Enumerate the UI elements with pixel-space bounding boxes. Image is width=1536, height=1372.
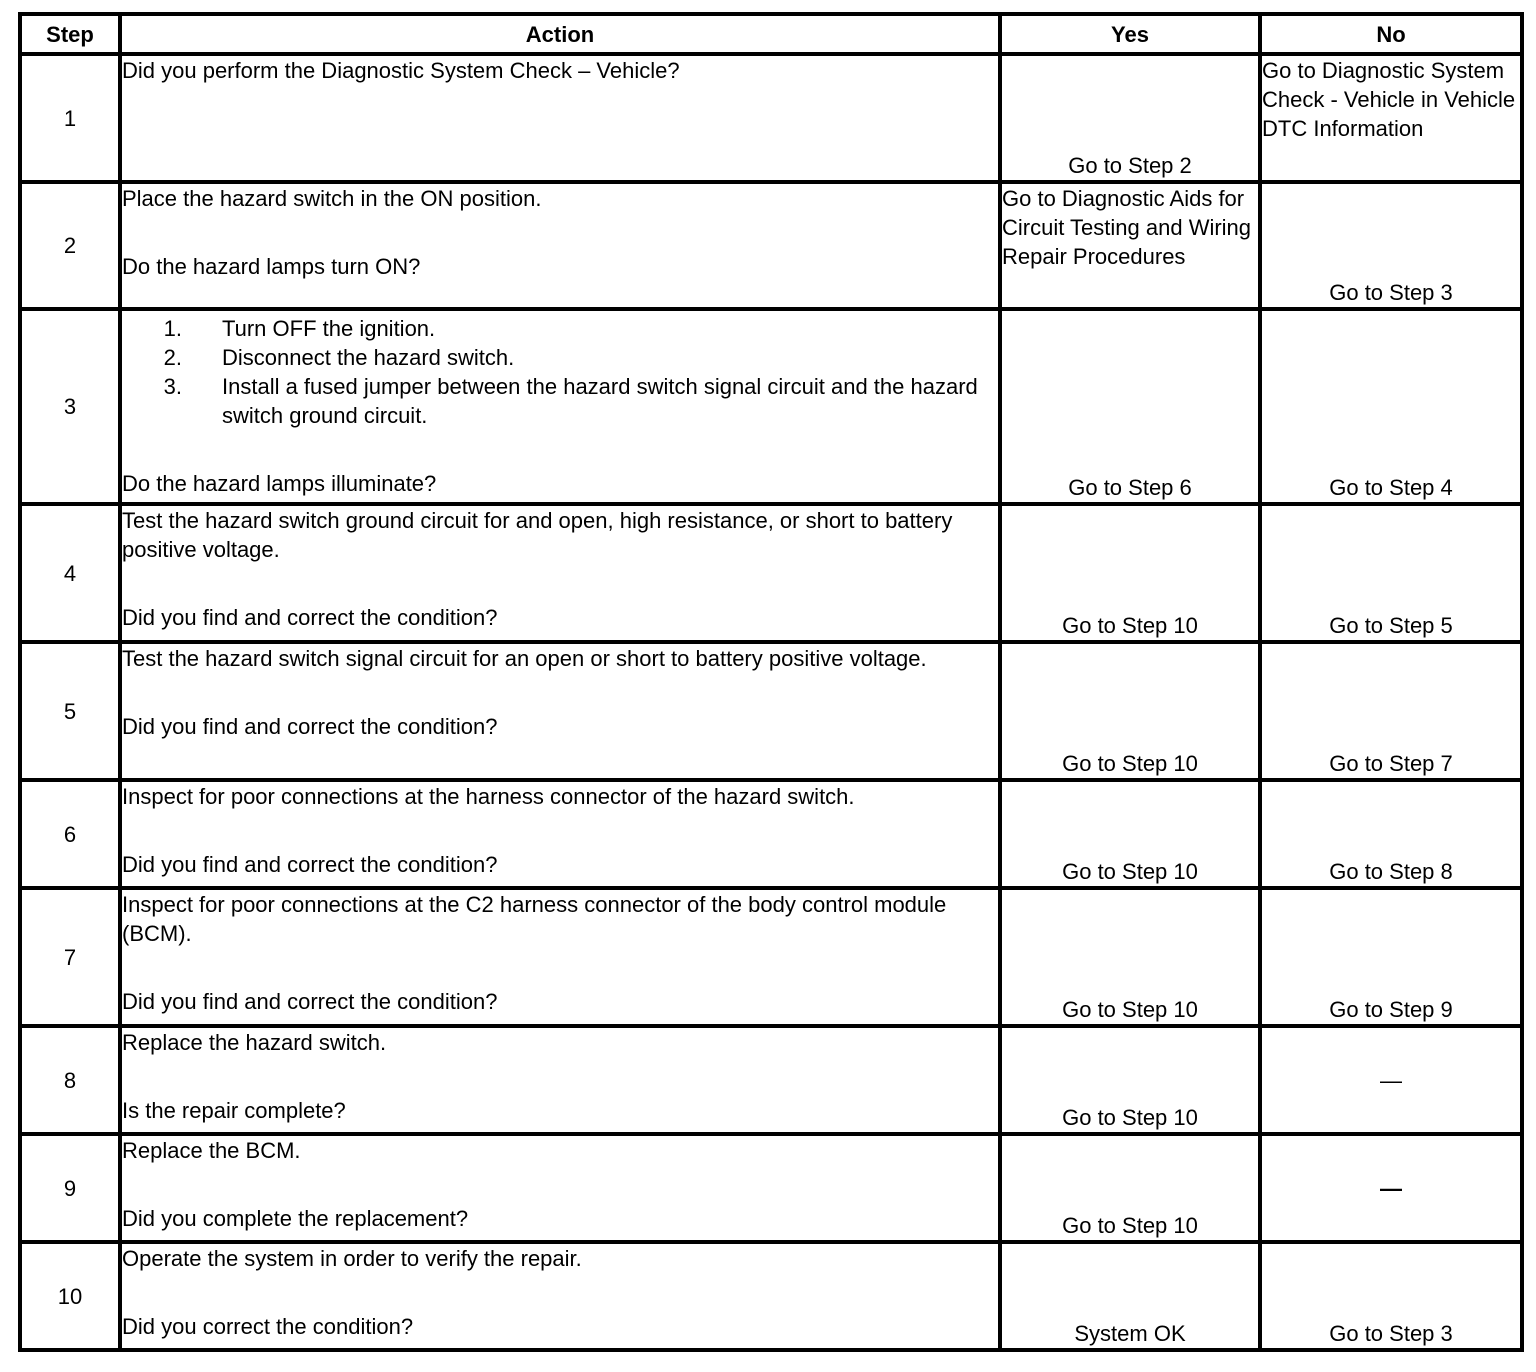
action-instruction: Test the hazard switch signal circuit for an open or short to battery positive voltage. bbox=[122, 646, 927, 671]
substep-text: Install a fused jumper between the hazard switch signal circuit and the hazard switch ground circuit. bbox=[222, 374, 978, 428]
substep-list bbox=[122, 314, 998, 430]
action-question: Is the repair complete? bbox=[122, 1098, 346, 1123]
substep-number: 3. bbox=[163, 374, 182, 399]
yes-result: Go to Step 6 bbox=[1000, 309, 1260, 504]
no-result: Go to Step 5 bbox=[1260, 504, 1522, 642]
no-result: Go to Step 4 bbox=[1260, 309, 1522, 504]
action-instruction: Inspect for poor connections at the C2 harness connector of the body control module (BCM). bbox=[122, 892, 947, 946]
action-instruction: Operate the system in order to verify the repair. bbox=[122, 1246, 582, 1271]
substep-item bbox=[122, 343, 998, 372]
action-question: Do the hazard lamps turn ON? bbox=[122, 254, 421, 279]
substep-item bbox=[122, 372, 998, 430]
action-cell bbox=[120, 1134, 1000, 1242]
no-result: Go to Step 9 bbox=[1260, 888, 1522, 1026]
action-question: Did you find and correct the condition? bbox=[122, 605, 498, 630]
header-row bbox=[20, 14, 1522, 54]
action-question: Do the hazard lamps illuminate? bbox=[122, 471, 437, 496]
step-number: 4 bbox=[20, 504, 120, 642]
step-number: 5 bbox=[20, 642, 120, 780]
step-number: 9 bbox=[20, 1134, 120, 1242]
action-cell bbox=[120, 504, 1000, 642]
action-instruction: Place the hazard switch in the ON position. bbox=[122, 186, 542, 211]
table-row bbox=[20, 309, 1522, 504]
substep-text: Turn OFF the ignition. bbox=[222, 316, 436, 341]
action-instruction: Test the hazard switch ground circuit for and open, high resistance, or short to battery positive voltage. bbox=[122, 508, 953, 562]
substep-item bbox=[122, 314, 998, 343]
substep-number: 2. bbox=[163, 345, 182, 370]
action-cell bbox=[120, 780, 1000, 888]
table-row bbox=[20, 1134, 1522, 1242]
diagnostic-table bbox=[18, 12, 1524, 1352]
action-instruction: Replace the hazard switch. bbox=[122, 1030, 387, 1055]
no-result: Go to Diagnostic System Check - Vehicle in Vehicle DTC Information bbox=[1260, 54, 1522, 182]
action-question: Did you find and correct the condition? bbox=[122, 989, 498, 1014]
yes-result: Go to Step 10 bbox=[1000, 1134, 1260, 1242]
action-cell bbox=[120, 54, 1000, 182]
action-instruction: Replace the BCM. bbox=[122, 1138, 301, 1163]
header-action: Action bbox=[120, 14, 1000, 54]
table-row bbox=[20, 54, 1522, 182]
action-instruction: Did you perform the Diagnostic System Check – Vehicle? bbox=[122, 58, 680, 83]
action-cell bbox=[120, 1242, 1000, 1350]
step-number: 2 bbox=[20, 182, 120, 309]
yes-result: Go to Step 10 bbox=[1000, 888, 1260, 1026]
action-question: Did you find and correct the condition? bbox=[122, 852, 498, 877]
step-number: 1 bbox=[20, 54, 120, 182]
yes-result: Go to Step 10 bbox=[1000, 504, 1260, 642]
diagnostic-table-container bbox=[18, 12, 1520, 1352]
table-row bbox=[20, 182, 1522, 309]
no-result: — bbox=[1260, 1026, 1522, 1134]
action-cell bbox=[120, 309, 1000, 504]
yes-result: Go to Step 2 bbox=[1000, 54, 1260, 182]
no-result: Go to Step 3 bbox=[1260, 1242, 1522, 1350]
no-result: Go to Step 8 bbox=[1260, 780, 1522, 888]
table-row bbox=[20, 1242, 1522, 1350]
yes-result: Go to Step 10 bbox=[1000, 1026, 1260, 1134]
action-question: Did you correct the condition? bbox=[122, 1314, 414, 1339]
header-yes: Yes bbox=[1000, 14, 1260, 54]
no-result: — bbox=[1260, 1134, 1522, 1242]
action-question: Did you complete the replacement? bbox=[122, 1206, 469, 1231]
header-no: No bbox=[1260, 14, 1522, 54]
no-result: Go to Step 7 bbox=[1260, 642, 1522, 780]
table-row bbox=[20, 642, 1522, 780]
step-number: 3 bbox=[20, 309, 120, 504]
no-result: Go to Step 3 bbox=[1260, 182, 1522, 309]
yes-result: Go to Step 10 bbox=[1000, 642, 1260, 780]
substep-number: 1. bbox=[163, 316, 182, 341]
action-question: Did you find and correct the condition? bbox=[122, 714, 498, 739]
table-row bbox=[20, 504, 1522, 642]
step-number: 10 bbox=[20, 1242, 120, 1350]
yes-result: Go to Diagnostic Aids for Circuit Testing and Wiring Repair Procedures bbox=[1000, 182, 1260, 309]
action-cell bbox=[120, 888, 1000, 1026]
table-row bbox=[20, 1026, 1522, 1134]
action-cell bbox=[120, 642, 1000, 780]
yes-result: System OK bbox=[1000, 1242, 1260, 1350]
action-cell bbox=[120, 182, 1000, 309]
table-row bbox=[20, 780, 1522, 888]
substep-text: Disconnect the hazard switch. bbox=[222, 345, 515, 370]
table-row bbox=[20, 888, 1522, 1026]
header-step: Step bbox=[20, 14, 120, 54]
step-number: 7 bbox=[20, 888, 120, 1026]
action-cell bbox=[120, 1026, 1000, 1134]
step-number: 8 bbox=[20, 1026, 120, 1134]
step-number: 6 bbox=[20, 780, 120, 888]
action-instruction: Inspect for poor connections at the harness connector of the hazard switch. bbox=[122, 784, 855, 809]
yes-result: Go to Step 10 bbox=[1000, 780, 1260, 888]
